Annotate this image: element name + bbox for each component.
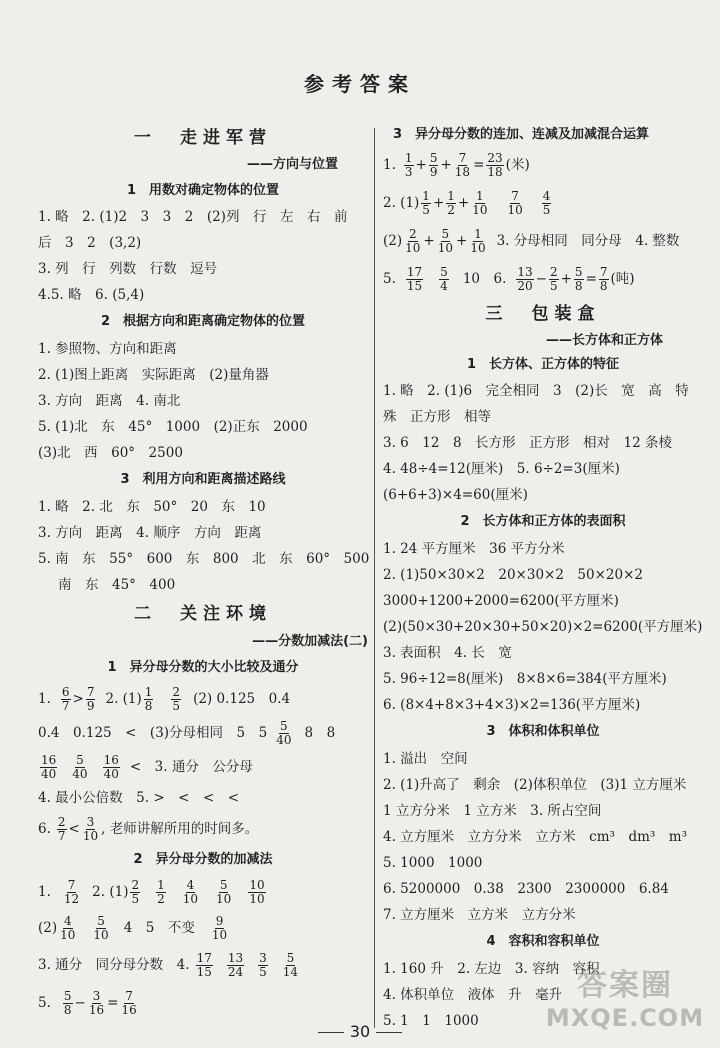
fraction: $\frac{5}{10}$ — [93, 913, 109, 942]
answer-line: 1. 参照物、方向和距离 — [38, 341, 177, 357]
answer-line: 1. 略 2. (1)6 完全相同 3 (2)长 宽 高 特 — [383, 383, 689, 399]
answer-text: 4 5 不变 — [123, 920, 195, 936]
fraction: $\frac{17}{15}$ — [196, 950, 212, 979]
answer-line: 5. (1)北 东 45° 1000 (2)正东 2000 — [38, 419, 308, 435]
fraction: $\frac{17}{15}$ — [406, 264, 423, 293]
answer-text: 3. 通分 同分母分数 4. — [38, 957, 190, 973]
fraction: $\frac{5}{10}$ — [437, 226, 453, 255]
fraction: $\frac{4}{5}$ — [542, 188, 551, 217]
answer-text: 3. 分母相同 同分母 4. 整数 — [496, 233, 680, 249]
answer-line — [38, 716, 368, 750]
answer-line: 4. 立方厘米 立方分米 立方米 cm³ dm³ m³ — [383, 829, 688, 845]
unit2-subtitle: ——分数加减法(二) — [252, 634, 368, 649]
answer-text: + — [432, 195, 445, 211]
lesson-title: 2 根据方向和距离确定物体的位置 — [100, 314, 306, 329]
fraction: $\frac{1}{2}$ — [447, 188, 455, 217]
answer-text: 1. — [383, 157, 396, 173]
answer-line: 1. 略 2. 北 东 50° 20 东 10 — [38, 499, 266, 515]
answer-text: + — [440, 157, 452, 173]
lesson-title: 2 异分母分数的加减法 — [133, 852, 273, 867]
answer-line: 6. 5200000 0.38 2300 2300000 6.84 — [383, 881, 669, 897]
answer-line: 3. 表面积 4. 长 宽 — [383, 645, 512, 661]
answer-text: 2. (1) — [92, 884, 129, 900]
lesson-title: 3 利用方向和距离描述路线 — [120, 472, 286, 487]
fraction: $\frac{7}{18}$ — [454, 150, 471, 179]
answer-line: 5. 96÷12=8(厘米) 8×8×6=384(平方厘米) — [383, 671, 667, 687]
fraction: $\frac{13}{24}$ — [227, 950, 244, 979]
fraction: $\frac{13}{20}$ — [517, 264, 533, 293]
answer-line — [38, 874, 368, 910]
answer-line: 1 立方分米 1 立方米 3. 所占空间 — [383, 803, 602, 819]
answer-line: 7. 立方厘米 立方米 立方分米 — [383, 907, 576, 923]
answer-line: 6. (8×4+8×3+4×3)×2=136(平方厘米) — [383, 697, 641, 713]
fraction: $\frac{7}{9}$ — [86, 684, 95, 713]
page-title: 参考答案 — [304, 72, 416, 96]
answer-line: 2. (1)50×30×2 20×30×2 50×20×2 — [383, 567, 644, 583]
answer-line: 南 东 45° 400 — [58, 577, 176, 593]
fraction: $\frac{2}{5}$ — [131, 877, 140, 906]
fraction: $\frac{7}{8}$ — [599, 264, 608, 293]
answer-text: (2) — [383, 233, 403, 249]
answer-line: 5. 1 1 1000 — [383, 1013, 479, 1029]
fraction: $\frac{1}{8}$ — [144, 684, 153, 713]
answer-text: = — [107, 995, 119, 1011]
answer-line: 殊 正方形 相等 — [383, 409, 491, 425]
fraction: $\frac{2}{10}$ — [405, 226, 421, 255]
answer-text: − — [74, 995, 86, 1011]
answer-text: 1. — [38, 691, 51, 707]
answer-text: + — [457, 195, 470, 211]
answer-line: (2)(50×30+20×30+50×20)×2=6200(平方厘米) — [383, 619, 703, 635]
unit2-title: 二 关注环境 — [134, 604, 272, 624]
answer-line: 5. 1000 1000 — [383, 855, 483, 871]
answer-text: 5. — [38, 995, 51, 1011]
page-number: 30 — [0, 1022, 720, 1041]
fraction: $\frac{5}{9}$ — [429, 150, 438, 179]
answer-line: 2. (1)升高了 剩余 (2)体积单位 (3)1 立方厘米 — [383, 777, 687, 793]
answer-text: 6. — [38, 821, 51, 837]
answer-text: + — [560, 271, 572, 287]
answer-text: + — [423, 233, 435, 249]
answer-line: 1. 160 升 2. 左边 3. 容纳 容积 — [383, 961, 600, 977]
fraction: $\frac{3}{5}$ — [259, 950, 267, 979]
answer-text: 2. (1) — [105, 691, 142, 707]
column-divider — [374, 128, 375, 1028]
answer-line: 4. 体积单位 液体 升 毫升 — [383, 987, 563, 1003]
fraction: $\frac{2}{7}$ — [57, 814, 66, 843]
answer-text: (米) — [505, 157, 530, 173]
fraction: $\frac{1}{10}$ — [470, 226, 486, 255]
fraction: $\frac{4}{10}$ — [60, 913, 76, 942]
fraction: $\frac{23}{18}$ — [487, 150, 503, 179]
right-column — [383, 124, 703, 1034]
answer-text: (2) 0.125 0.4 — [193, 691, 291, 707]
answer-line: 2. (1)图上距离 实际距离 (2)量角器 — [38, 367, 269, 383]
answer-line: 3. 列 行 列数 行数 逗号 — [38, 261, 218, 277]
fraction: $\frac{10}{10}$ — [249, 877, 265, 906]
fraction: $\frac{1}{10}$ — [472, 188, 488, 217]
answer-line — [383, 260, 703, 298]
left-column — [38, 124, 368, 1022]
fraction: $\frac{4}{10}$ — [182, 877, 199, 906]
unit1-title: 一 走进军营 — [134, 128, 272, 148]
answer-line — [38, 984, 368, 1022]
answer-line: 4.5. 略 6. (5,4) — [38, 287, 145, 303]
answer-text: 10 6. — [462, 271, 507, 287]
site-watermark: 答案圈 MXQE.COM — [545, 968, 705, 1032]
answer-line: 3. 6 12 8 长方形 正方形 相对 12 条棱 — [383, 435, 672, 451]
answer-text: 1. — [38, 884, 51, 900]
answer-text: < — [68, 821, 80, 837]
fraction: $\frac{2}{5}$ — [172, 684, 181, 713]
answer-line: (6+6+3)×4=60(厘米) — [383, 487, 528, 503]
answer-text: + — [456, 233, 468, 249]
answer-text: + — [415, 157, 427, 173]
answer-text: (2) — [38, 920, 58, 936]
answer-line: 3. 方向 距离 4. 南北 — [38, 393, 181, 409]
answer-line: 1. 略 2. (1)2 3 3 2 (2)列 行 左 右 前 — [38, 209, 348, 225]
answer-line — [38, 750, 368, 784]
lesson-title: 3 异分母分数的连加、连减及加减混合运算 — [393, 127, 650, 142]
answer-text: 2. (1) — [383, 195, 420, 211]
fraction: $\frac{5}{14}$ — [282, 950, 299, 979]
answer-line: 3. 方向 距离 4. 顺序 方向 距离 — [38, 525, 262, 541]
lesson-title: 1 用数对确定物体的位置 — [126, 183, 280, 198]
answer-line — [383, 222, 703, 260]
answer-text: < 3. 通分 公分母 — [129, 759, 253, 775]
answer-text: 8 8 — [304, 725, 336, 741]
answer-line — [383, 184, 703, 222]
fraction: $\frac{5}{40}$ — [276, 718, 292, 747]
fraction: $\frac{1}{5}$ — [422, 188, 430, 217]
answer-text: − — [535, 271, 547, 287]
answer-line — [38, 812, 368, 846]
fraction: $\frac{5}{4}$ — [440, 264, 448, 293]
answer-text: , 老师讲解所用的时间多。 — [101, 821, 259, 837]
lesson-title: 2 长方体和正方体的表面积 — [460, 514, 626, 529]
fraction: $\frac{5}{8}$ — [574, 264, 583, 293]
fraction: $\frac{3}{16}$ — [88, 988, 105, 1017]
fraction: $\frac{16}{40}$ — [103, 752, 119, 781]
answer-line — [38, 682, 368, 716]
fraction: $\frac{1}{2}$ — [157, 877, 165, 906]
fraction: $\frac{6}{7}$ — [61, 684, 70, 713]
answer-line: 后 3 2 (3,2) — [38, 235, 142, 251]
fraction: $\frac{5}{40}$ — [72, 752, 88, 781]
answer-line: 1. 24 平方厘米 36 平方分米 — [383, 541, 565, 557]
fraction: $\frac{5}{10}$ — [216, 877, 232, 906]
lesson-title: 4 容积和容积单位 — [486, 934, 600, 949]
answer-text: > — [72, 691, 84, 707]
answer-text: = — [585, 271, 597, 287]
answer-text: = — [473, 157, 485, 173]
lesson-title: 3 体积和体积单位 — [486, 724, 600, 739]
fraction: $\frac{7}{12}$ — [63, 877, 80, 906]
answer-line — [38, 910, 368, 946]
answer-line — [38, 946, 368, 984]
answer-line: 3000+1200+2000=6200(平方厘米) — [383, 593, 619, 609]
fraction: $\frac{16}{40}$ — [41, 752, 57, 781]
unit3-title: 三 包装盒 — [485, 304, 601, 324]
answer-text: 5. — [383, 271, 396, 287]
answer-text: 0.4 0.125 < (3)分母相同 5 5 — [38, 725, 268, 741]
answer-line: (3)北 西 60° 2500 — [38, 445, 183, 461]
lesson-title: 1 长方体、正方体的特征 — [466, 357, 620, 372]
fraction: $\frac{7}{16}$ — [121, 988, 137, 1017]
fraction: $\frac{3}{10}$ — [82, 814, 99, 843]
fraction: $\frac{2}{5}$ — [549, 264, 558, 293]
fraction: $\frac{9}{10}$ — [211, 913, 228, 942]
unit3-subtitle: ——长方体和正方体 — [545, 333, 663, 348]
answer-line: 4. 最小公倍数 5. > < < < — [38, 790, 240, 806]
answer-line — [383, 146, 703, 184]
unit1-subtitle: ——方向与位置 — [246, 157, 338, 172]
answer-line: 4. 48÷4=12(厘米) 5. 6÷2=3(厘米) — [383, 461, 620, 477]
lesson-title: 1 异分母分数的大小比较及通分 — [107, 660, 299, 675]
answer-line: 5. 南 东 55° 600 东 800 北 东 60° 500 — [38, 551, 370, 567]
answer-line: 1. 溢出 空间 — [383, 751, 468, 767]
fraction: $\frac{1}{3}$ — [404, 150, 413, 179]
fraction: $\frac{5}{8}$ — [63, 988, 72, 1017]
fraction: $\frac{7}{10}$ — [507, 188, 523, 217]
answer-text: (吨) — [610, 271, 635, 287]
